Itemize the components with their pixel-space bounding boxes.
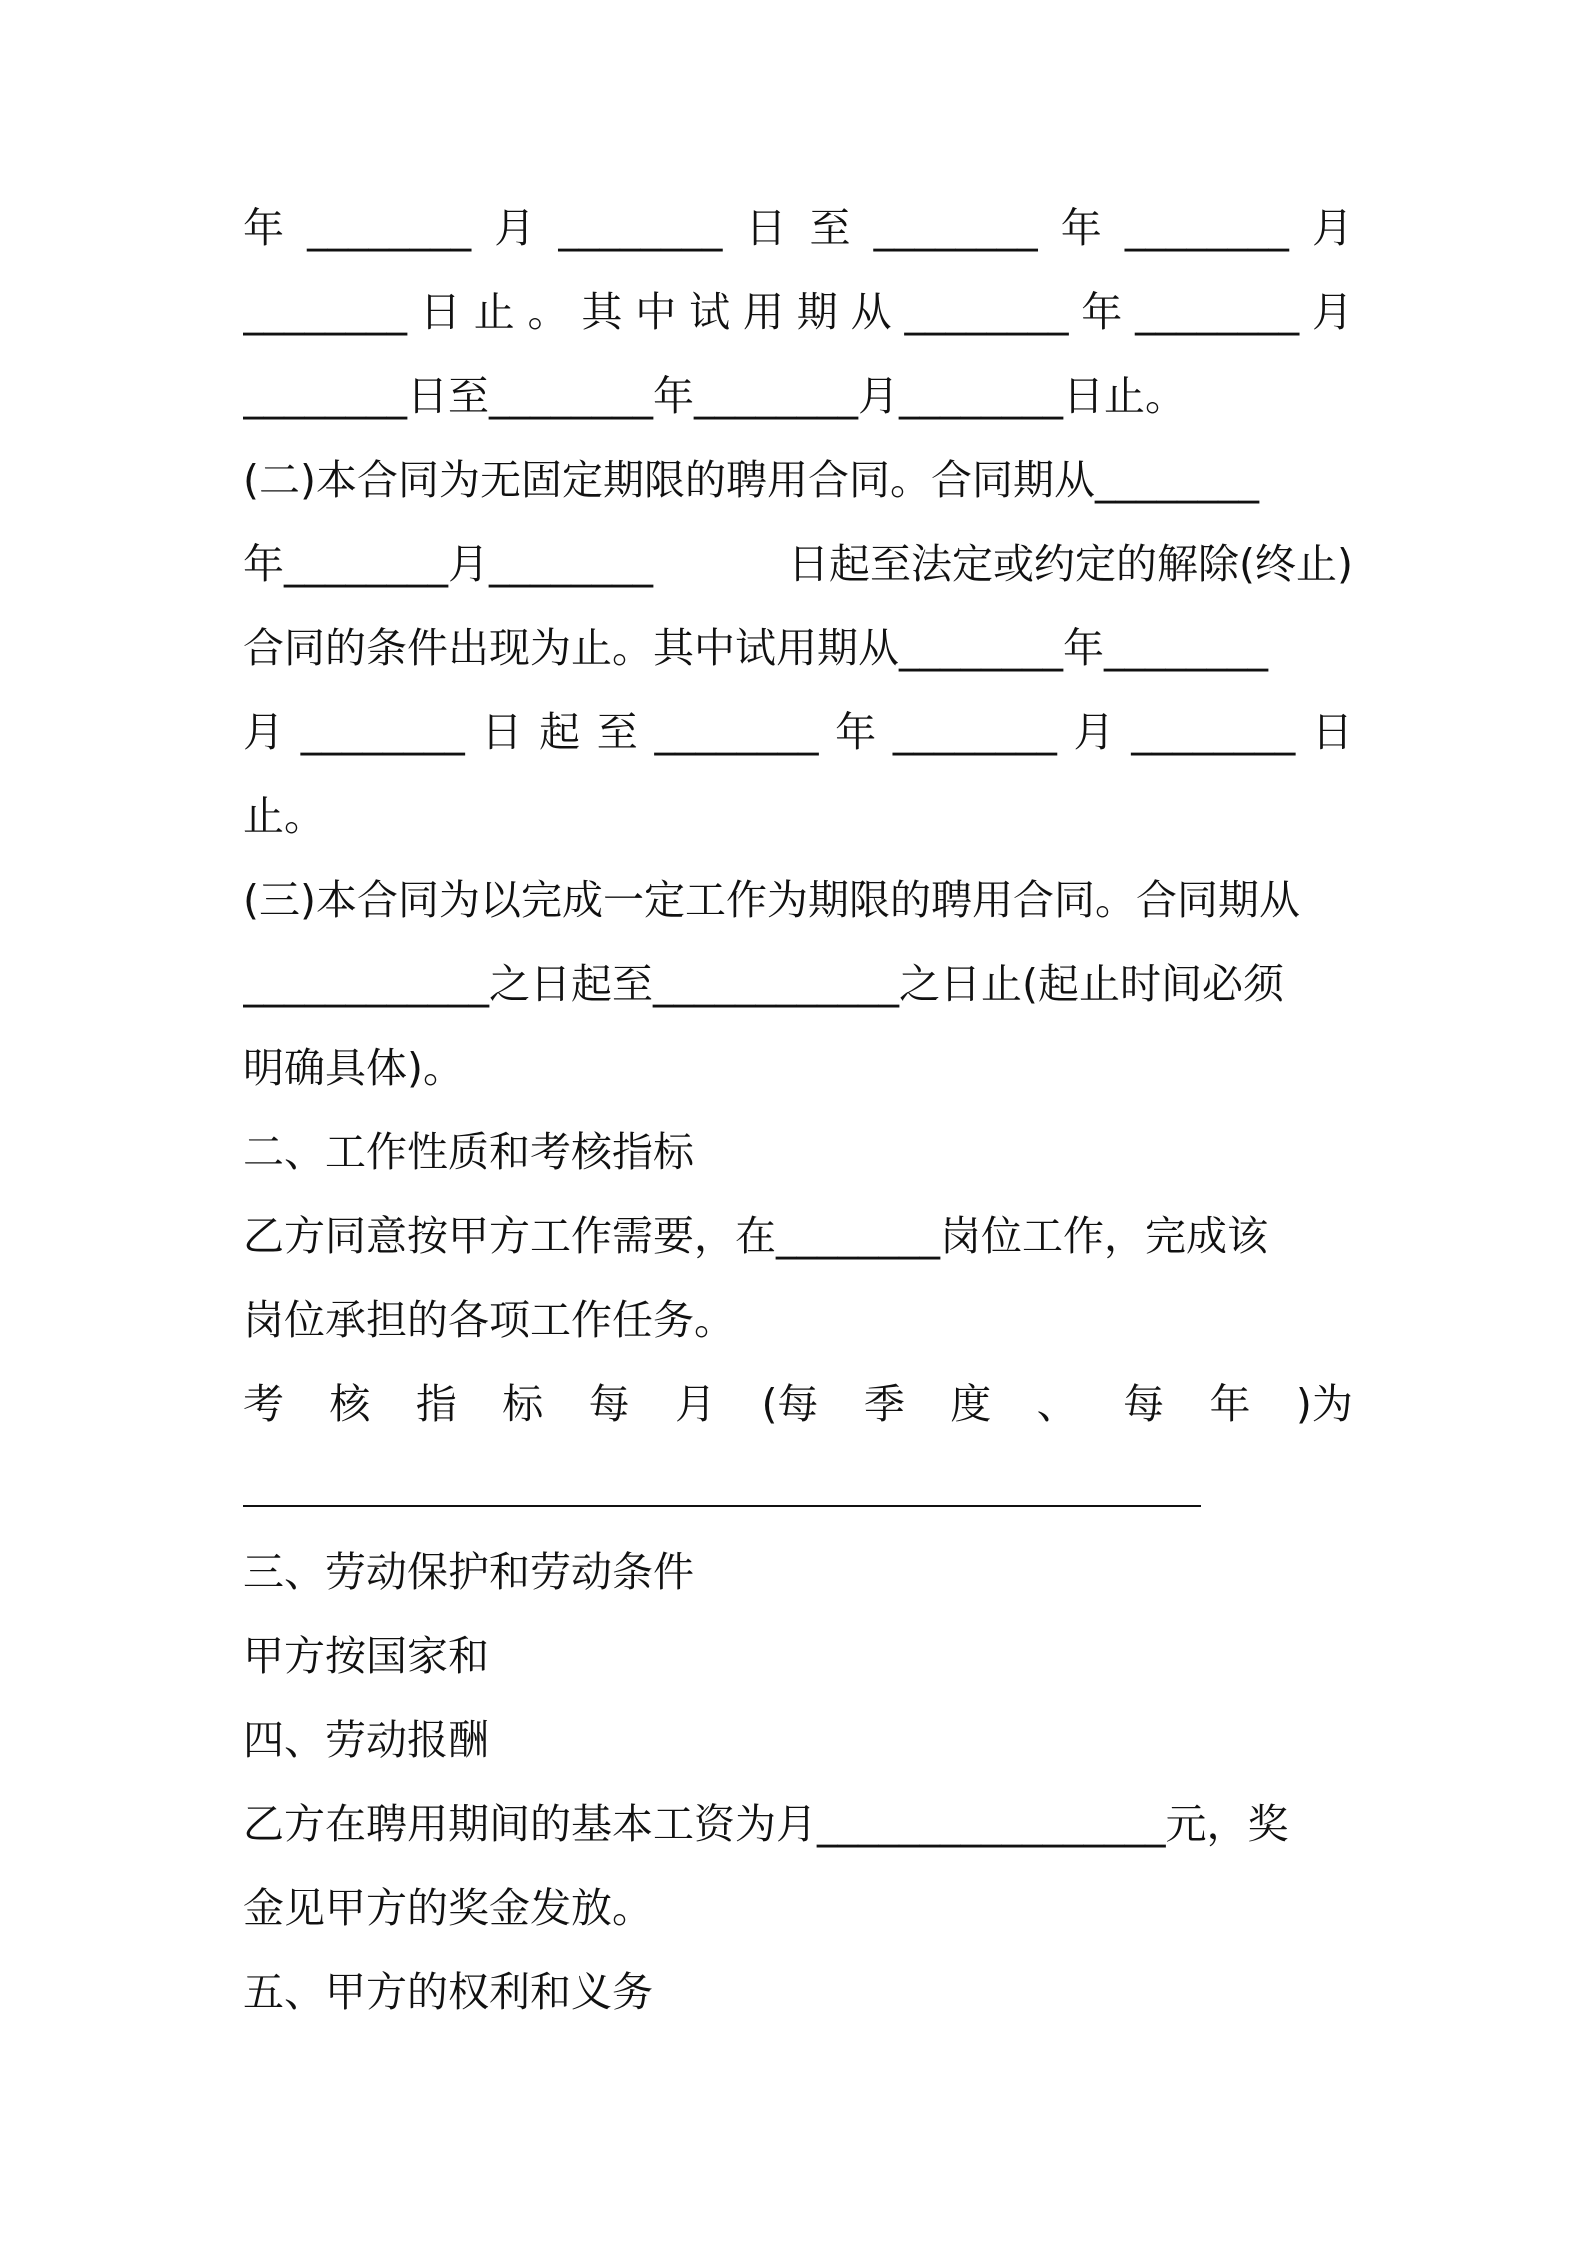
text-segment: 用 <box>742 288 784 336</box>
text-segment: 日 <box>481 708 523 756</box>
text-segment: 中 <box>635 288 677 336</box>
text-line-17: 甲方按国家和 <box>243 1632 489 1680</box>
text-segment: 起 <box>539 708 581 756</box>
text-segment: 标 <box>502 1380 544 1428</box>
text-segment: 日 <box>1311 708 1353 756</box>
text-segment: ________ <box>243 288 407 336</box>
text-line-10: ____________之日起至____________之日止(起止时间必须 <box>243 960 1284 1008</box>
section-heading-3: 三、劳动保护和劳动条件 <box>243 1548 694 1596</box>
text-segment: ________ <box>558 204 723 252</box>
text-line-3: ________日至________年________月________日止。 <box>243 372 1186 420</box>
text-line-19: 乙方在聘用期间的基本工资为月_________________元，奖 <box>243 1800 1289 1848</box>
text-segment: 指 <box>415 1380 457 1428</box>
text-segment: (每 <box>761 1380 819 1428</box>
text-segment: 月 <box>675 1380 717 1428</box>
text-segment: ________ <box>300 708 465 756</box>
text-segment: 日 <box>745 204 787 252</box>
text-segment: 度 <box>950 1380 992 1428</box>
text-segment: 日起至法定或约定的解除(终止) <box>788 540 1353 588</box>
text-segment: 月 <box>494 204 536 252</box>
text-segment: 至 <box>809 204 851 252</box>
section-heading-5: 五、甲方的权利和义务 <box>243 1968 653 2016</box>
text-segment: 至 <box>596 708 638 756</box>
text-segment: ________ <box>307 204 472 252</box>
text-segment: 月 <box>1311 288 1353 336</box>
text-segment: 每 <box>1123 1380 1165 1428</box>
text-segment: 期 <box>796 288 838 336</box>
text-line-8: 止。 <box>243 792 325 840</box>
text-segment: ________ <box>1124 204 1289 252</box>
text-segment: ________ <box>654 708 819 756</box>
text-segment: ________ <box>892 708 1057 756</box>
text-segment: 年 <box>835 708 877 756</box>
text-segment: 日 <box>419 288 461 336</box>
text-segment: 年 <box>1060 204 1102 252</box>
text-segment: 其 <box>581 288 623 336</box>
fill-in-blank-rule <box>243 1505 1201 1507</box>
text-segment: 每 <box>588 1380 630 1428</box>
text-segment: ________ <box>1131 708 1296 756</box>
text-segment: 年________月________ <box>243 540 653 588</box>
text-line-4: (二)本合同为无固定期限的聘用合同。合同期从________ <box>243 456 1259 504</box>
text-segment: ________ <box>873 204 1038 252</box>
text-segment: ________ <box>904 288 1069 336</box>
text-segment: 核 <box>329 1380 371 1428</box>
text-segment: 月 <box>243 708 284 756</box>
text-segment: 。 <box>527 288 569 336</box>
text-line-5 <box>243 522 1353 606</box>
text-segment: 、 <box>1036 1380 1078 1428</box>
text-segment: ________ <box>1135 288 1300 336</box>
text-line-2 <box>243 270 1353 354</box>
text-line-15 <box>243 1362 1353 1446</box>
text-segment: 试 <box>689 288 731 336</box>
text-line-14: 岗位承担的各项工作任务。 <box>243 1296 735 1344</box>
text-line-20: 金见甲方的奖金发放。 <box>243 1884 653 1932</box>
text-line-13: 乙方同意按甲方工作需要，在________岗位工作，完成该 <box>243 1212 1268 1260</box>
text-segment: 年 <box>243 204 284 252</box>
text-line-7 <box>243 690 1353 774</box>
text-line-9: (三)本合同为以完成一定工作为期限的聘用合同。合同期从 <box>243 876 1300 924</box>
text-segment: 止 <box>473 288 515 336</box>
section-heading-4: 四、劳动报酬 <box>243 1716 489 1764</box>
text-line-1 <box>243 186 1353 270</box>
section-heading-2: 二、工作性质和考核指标 <box>243 1128 694 1176</box>
text-segment: )为 <box>1295 1380 1353 1428</box>
text-segment: 季 <box>863 1380 905 1428</box>
text-segment: 月 <box>1311 204 1353 252</box>
text-segment: 年 <box>1081 288 1123 336</box>
text-line-6: 合同的条件出现为止。其中试用期从________年________ <box>243 624 1268 672</box>
text-line-11: 明确具体)。 <box>243 1044 464 1092</box>
text-segment: 月 <box>1073 708 1115 756</box>
text-segment: 年 <box>1209 1380 1251 1428</box>
text-segment: 考 <box>243 1380 284 1428</box>
text-segment: 从 <box>850 288 892 336</box>
